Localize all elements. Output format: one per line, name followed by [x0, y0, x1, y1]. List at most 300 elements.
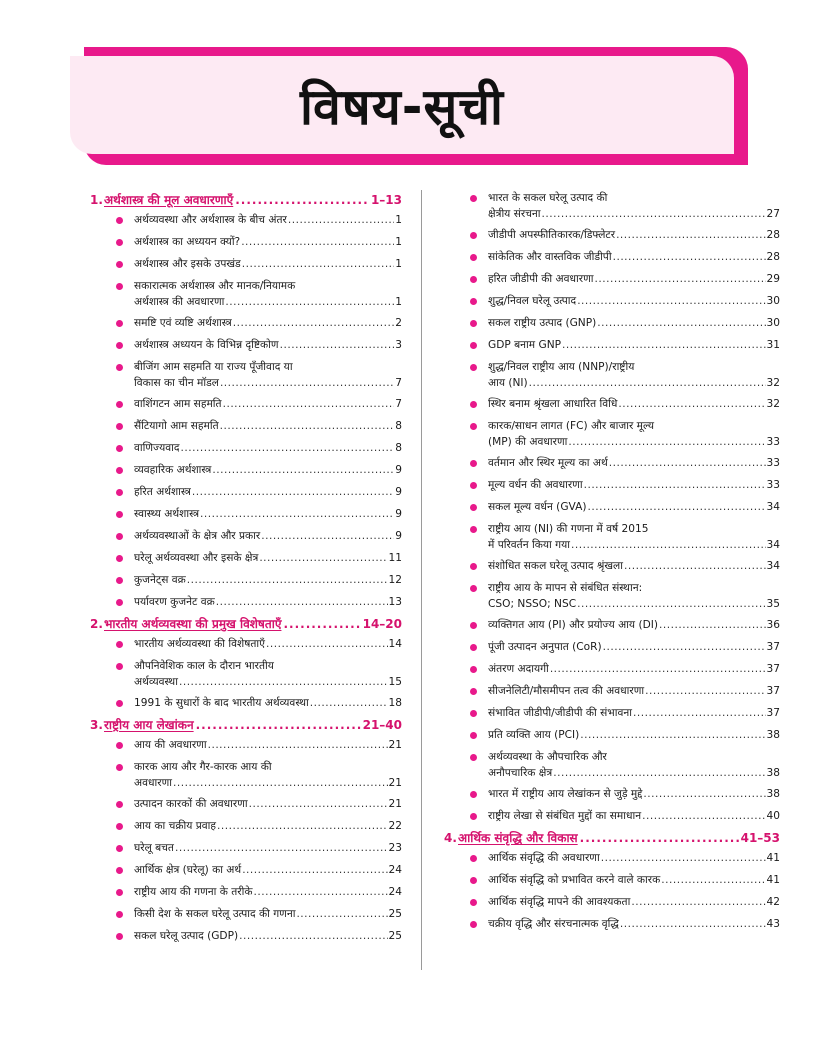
bullet-icon [116, 889, 123, 896]
bullet-icon [116, 823, 123, 830]
bullet-icon [470, 460, 477, 467]
leader-dots [577, 293, 765, 309]
toc-entry[interactable] [444, 271, 780, 287]
bullet-icon [116, 911, 123, 918]
toc-entry[interactable] [90, 484, 402, 500]
leader-dots [175, 840, 388, 856]
bullet-icon [470, 791, 477, 798]
bullet-icon [116, 217, 123, 224]
toc-entry[interactable] [90, 572, 402, 588]
toc-entry[interactable] [444, 499, 780, 515]
toc-entry-line [134, 212, 402, 228]
toc-entry-text: राष्ट्रीय आय की गणना के तरीके [134, 886, 253, 898]
toc-entry-line [488, 727, 780, 743]
toc-entry[interactable] [444, 580, 780, 612]
toc-entry[interactable] [444, 558, 780, 574]
toc-entry-page: 43 [766, 918, 780, 930]
leader-dots [310, 695, 388, 711]
toc-entry-line [134, 484, 402, 500]
toc-entry-text: अर्थव्यवस्था और अर्थशास्त्र के बीच अंतर [134, 214, 287, 226]
toc-entry-text-line1: औपनिवेशिक काल के दौरान भारतीय [134, 660, 274, 672]
toc-entry-text: विकास का चीन मॉडल [134, 377, 219, 389]
toc-entry-page: 9 [395, 508, 402, 520]
leader-dots [259, 550, 387, 566]
toc-entry-page: 9 [395, 464, 402, 476]
toc-entry-page: 34 [766, 560, 780, 572]
toc-entry-page: 22 [388, 820, 402, 832]
toc-entry-page: 34 [766, 539, 780, 551]
toc-entry[interactable] [444, 337, 780, 353]
bullet-icon [116, 342, 123, 349]
toc-entry-page: 24 [388, 864, 402, 876]
bullet-icon [470, 504, 477, 511]
toc-entry-text-line1: शुद्ध/निवल राष्ट्रीय आय (NNP)/राष्ट्रीय [488, 361, 635, 373]
toc-entry-line [488, 537, 780, 553]
toc-entry[interactable] [90, 462, 402, 478]
bullet-icon [116, 700, 123, 707]
toc-entry-page: 21 [388, 777, 402, 789]
toc-entry[interactable] [444, 705, 780, 721]
toc-entry-text: आय (NI) [488, 377, 528, 389]
toc-entry-page: 8 [395, 420, 402, 432]
toc-entry[interactable] [444, 477, 780, 493]
toc-entry-line [488, 315, 780, 331]
toc-entry-line [488, 661, 780, 677]
toc-entry-page: 36 [766, 619, 780, 631]
toc-entry-text: वाणिज्यवाद [134, 442, 180, 454]
toc-entry[interactable] [444, 894, 780, 910]
toc-entry-text: 1991 के सुधारों के बाद भारतीय अर्थव्यवस्था [134, 697, 309, 709]
toc-entry-line [134, 440, 402, 456]
toc-entry-line [488, 894, 780, 910]
leader-dots [192, 484, 394, 500]
bullet-icon [116, 445, 123, 452]
toc-entry-line [134, 528, 402, 544]
chapter-page-range: 21–40 [362, 718, 402, 732]
toc-entry-line [488, 786, 780, 802]
bullet-icon [116, 867, 123, 874]
toc-entry-text: अर्थशास्त्र का अध्ययन क्यों? [134, 236, 241, 248]
bullet-icon [116, 801, 123, 808]
bullet-icon [116, 764, 123, 771]
toc-entry[interactable] [90, 418, 402, 434]
toc-entry[interactable] [444, 639, 780, 655]
toc-entry-text-line1: बीजिंग आम सहमति या राज्य पूँजीवाद या [134, 361, 293, 373]
toc-entry-page: 12 [388, 574, 402, 586]
toc-entry-line [134, 906, 402, 922]
leader-dots [239, 928, 387, 944]
toc-entry-page: 29 [766, 273, 780, 285]
toc-entry-line [134, 737, 402, 753]
toc-entry[interactable] [90, 594, 402, 610]
leader-dots [212, 462, 394, 478]
leader-dots [196, 717, 361, 733]
toc-entry[interactable] [444, 786, 780, 802]
leader-dots [233, 315, 394, 331]
bullet-icon [116, 555, 123, 562]
contents-left-column [90, 190, 402, 950]
bullet-icon [470, 401, 477, 408]
toc-entry[interactable] [90, 528, 402, 544]
toc-entry-text: स्वास्थ्य अर्थशास्त्र [134, 508, 200, 520]
toc-entry[interactable] [444, 521, 780, 553]
leader-dots [217, 818, 388, 834]
toc-entry[interactable] [444, 455, 780, 471]
toc-entry-page: 13 [388, 596, 402, 608]
toc-entry-line [134, 695, 402, 711]
toc-entry[interactable] [444, 359, 780, 391]
toc-entry-text: क्षेत्रीय संरचना [488, 208, 541, 220]
toc-entry-text: सकल राष्ट्रीय उत्पाद (GNP) [488, 317, 597, 329]
toc-entry-page: 33 [766, 457, 780, 469]
toc-entry-line [488, 916, 780, 932]
toc-entry[interactable] [90, 396, 402, 412]
toc-entry-line [488, 639, 780, 655]
toc-entry-line [134, 256, 402, 272]
toc-entry[interactable] [90, 695, 402, 711]
toc-entry-text: व्यक्तिगत आय (PI) और प्रयोज्य आय (DI) [488, 619, 658, 631]
bullet-icon [116, 933, 123, 940]
toc-entry-text: जीडीपी अपस्फीतिकारक/डिफ्लेटर [488, 229, 616, 241]
title-banner [70, 56, 734, 154]
bullet-icon [470, 732, 477, 739]
bullet-icon [116, 261, 123, 268]
toc-entry-text: व्यवहारिक अर्थशास्त्र [134, 464, 212, 476]
toc-entry-page: 8 [395, 442, 402, 454]
leader-dots [601, 850, 766, 866]
toc-entry-text: हरित अर्थशास्त्र [134, 486, 191, 498]
toc-entry-text: अर्थव्यवस्था [134, 676, 178, 688]
leader-dots [242, 862, 387, 878]
leader-dots [253, 884, 387, 900]
toc-entry-line [488, 499, 780, 515]
chapter-title: आर्थिक संवृद्धि और विकास [458, 831, 578, 845]
toc-entry[interactable] [444, 661, 780, 677]
toc-entry[interactable] [90, 278, 402, 310]
bullet-icon [116, 742, 123, 749]
toc-entry[interactable] [90, 256, 402, 272]
toc-entry[interactable] [90, 796, 402, 812]
toc-entry-line [488, 558, 780, 574]
toc-entry[interactable] [444, 850, 780, 866]
toc-entry[interactable] [444, 749, 780, 781]
toc-entry-line [134, 796, 402, 812]
toc-entry-line [134, 506, 402, 522]
leader-dots [659, 617, 766, 633]
chapter-heading[interactable] [90, 192, 402, 208]
toc-entry[interactable] [90, 359, 402, 391]
bullet-icon [116, 845, 123, 852]
toc-entry-page: 38 [766, 729, 780, 741]
toc-entry-text: संशोधित सकल घरेलू उत्पाद श्रृंखला [488, 560, 623, 572]
toc-entry-page: 38 [766, 788, 780, 800]
bullet-icon [116, 511, 123, 518]
bullet-icon [470, 320, 477, 327]
leader-dots [200, 506, 394, 522]
leader-dots [553, 765, 765, 781]
toc-entry[interactable] [90, 658, 402, 690]
leader-dots [223, 396, 395, 412]
bullet-icon [470, 423, 477, 430]
bullet-icon [470, 195, 477, 202]
toc-entry-line [134, 840, 402, 856]
toc-entry-text-line1: भारत के सकल घरेलू उत्पाद की [488, 192, 608, 204]
bullet-icon [116, 239, 123, 246]
leader-dots [283, 616, 360, 632]
toc-entry[interactable] [90, 818, 402, 834]
toc-entry-line [488, 455, 780, 471]
toc-entry-line [134, 375, 402, 391]
bullet-icon [470, 482, 477, 489]
leader-dots [584, 477, 766, 493]
bullet-icon [470, 254, 477, 261]
leader-dots [594, 271, 765, 287]
toc-entry-page: 40 [766, 810, 780, 822]
toc-entry-text: मूल्य वर्धन की अवधारणा [488, 479, 583, 491]
toc-entry-page: 1 [395, 214, 402, 226]
toc-entry-text: अनौपचारिक क्षेत्र [488, 767, 553, 779]
toc-entry-line [134, 862, 402, 878]
toc-entry[interactable] [444, 916, 780, 932]
toc-entry-page: 37 [766, 663, 780, 675]
toc-entry-page: 30 [766, 317, 780, 329]
toc-entry-line [488, 850, 780, 866]
chapter-page-range: 1–13 [370, 193, 402, 207]
leader-dots [562, 337, 765, 353]
toc-entry-text: GDP बनाम GNP [488, 339, 562, 351]
toc-entry-page: 7 [395, 377, 402, 389]
toc-entry-text-line1: राष्ट्रीय आय के मापन से संबंधित संस्थान: [488, 582, 643, 594]
bullet-icon [470, 754, 477, 761]
bullet-icon [470, 622, 477, 629]
chapter-number: 4. [444, 831, 457, 845]
leader-dots [235, 192, 369, 208]
toc-entry[interactable] [90, 840, 402, 856]
leader-dots [241, 234, 394, 250]
toc-entry-text: पर्यावरण कुजनेट वक्र [134, 596, 215, 608]
leader-dots [568, 434, 765, 450]
leader-dots [661, 872, 765, 888]
leader-dots [580, 727, 765, 743]
toc-entry-page: 1 [395, 296, 402, 308]
toc-entry-page: 15 [388, 676, 402, 688]
toc-entry-page: 28 [766, 251, 780, 263]
toc-entry-page: 1 [395, 258, 402, 270]
chapter-title: अर्थशास्त्र की मूल अवधारणाएँ [104, 193, 234, 207]
toc-entry-page: 37 [766, 685, 780, 697]
toc-entry-page: 33 [766, 479, 780, 491]
toc-entry[interactable] [90, 315, 402, 331]
toc-entry-text: घरेलू अर्थव्यवस्था और इसके क्षेत्र [134, 552, 259, 564]
toc-entry-line [134, 884, 402, 900]
toc-entry-text: सांकेतिक और वास्तविक जीडीपी [488, 251, 612, 263]
toc-entry-page: 23 [388, 842, 402, 854]
toc-entry-page: 7 [395, 398, 402, 410]
toc-entry-page: 9 [395, 530, 402, 542]
toc-entry-text: वाशिंगटन आम सहमति [134, 398, 222, 410]
leader-dots [577, 596, 765, 612]
leader-dots [296, 906, 387, 922]
toc-entry-line [134, 462, 402, 478]
toc-entry-text: कुजनेट्स वक्र [134, 574, 186, 586]
leader-dots [173, 775, 388, 791]
toc-entry-page: 33 [766, 436, 780, 448]
toc-entry-text-line1: कारक/साधन लागत (FC) और बाजार मूल्य [488, 420, 654, 432]
toc-entry-page: 1 [395, 236, 402, 248]
toc-entry[interactable] [90, 759, 402, 791]
toc-entry-line [134, 550, 402, 566]
bullet-icon [470, 276, 477, 283]
toc-entry[interactable] [444, 617, 780, 633]
toc-entry-page: 21 [388, 739, 402, 751]
leader-dots [181, 440, 395, 456]
chapter-title: भारतीय अर्थव्यवस्था की प्रमुख विशेषताएँ [104, 617, 282, 631]
toc-entry[interactable] [444, 872, 780, 888]
bullet-icon [470, 666, 477, 673]
toc-entry-text: उत्पादन कारकों की अवधारणा [134, 798, 248, 810]
toc-entry-page: 32 [766, 398, 780, 410]
toc-entry-text: सैंटियागो आम सहमति [134, 420, 219, 432]
toc-entry[interactable] [444, 808, 780, 824]
toc-entry[interactable] [90, 506, 402, 522]
chapter-heading[interactable] [90, 616, 402, 632]
bullet-icon [470, 298, 477, 305]
bullet-icon [470, 877, 477, 884]
bullet-icon [470, 813, 477, 820]
toc-entry-page: 38 [766, 767, 780, 779]
toc-entry[interactable] [444, 727, 780, 743]
toc-entry[interactable] [444, 249, 780, 265]
bullet-icon [470, 526, 477, 533]
toc-entry[interactable] [444, 315, 780, 331]
bullet-icon [116, 401, 123, 408]
toc-entry[interactable] [90, 737, 402, 753]
toc-entry-page: 34 [766, 501, 780, 513]
bullet-icon [116, 489, 123, 496]
toc-entry-page: 32 [766, 377, 780, 389]
toc-entry-text: CSO; NSSO; NSC [488, 598, 577, 610]
toc-entry-line [488, 705, 780, 721]
toc-entry-line [488, 434, 780, 450]
leader-dots [249, 796, 388, 812]
toc-entry[interactable] [90, 862, 402, 878]
chapter-title: राष्ट्रीय आय लेखांकन [104, 718, 194, 732]
toc-entry[interactable] [90, 337, 402, 353]
bullet-icon [470, 710, 477, 717]
toc-entry-line [488, 337, 780, 353]
leader-dots [220, 375, 394, 391]
chapter-heading[interactable] [90, 717, 402, 733]
toc-entry-line [488, 375, 780, 391]
toc-entry-line [134, 818, 402, 834]
toc-entry-page: 27 [766, 208, 780, 220]
toc-entry[interactable] [90, 636, 402, 652]
leader-dots [187, 572, 388, 588]
toc-entry[interactable] [90, 928, 402, 944]
bullet-icon [470, 688, 477, 695]
toc-entry-text: पूंजी उत्पादन अनुपात (CoR) [488, 641, 602, 653]
toc-entry[interactable] [444, 293, 780, 309]
toc-entry-text: आर्थिक क्षेत्र (घरेलू) का अर्थ [134, 864, 242, 876]
toc-entry[interactable] [444, 190, 780, 222]
toc-entry-text: अर्थशास्त्र अध्ययन के विभिन्न दृष्टिकोण [134, 339, 279, 351]
leader-dots [261, 528, 394, 544]
toc-entry-text: राष्ट्रीय लेखा से संबंधित मुद्दों का समाधान [488, 810, 642, 822]
toc-entry[interactable] [444, 396, 780, 412]
chapter-page-range: 41–53 [740, 831, 780, 845]
toc-entry-page: 37 [766, 707, 780, 719]
toc-entry-text: घरेलू बचत [134, 842, 174, 854]
toc-entry-text: चक्रीय वृद्धि और संरचनात्मक वृद्धि [488, 918, 619, 930]
toc-entry[interactable] [90, 234, 402, 250]
toc-entry-text: अवधारणा [134, 777, 172, 789]
toc-entry[interactable] [90, 906, 402, 922]
leader-dots [613, 249, 766, 265]
toc-entry-line [134, 418, 402, 434]
toc-entry-text: संभावित जीडीपी/जीडीपी की संभावना [488, 707, 632, 719]
leader-dots [631, 894, 765, 910]
leader-dots [643, 786, 765, 802]
toc-entry[interactable] [90, 212, 402, 228]
leader-dots [645, 683, 765, 699]
toc-entry[interactable] [90, 884, 402, 900]
leader-dots [620, 916, 766, 932]
toc-entry-page: 25 [388, 908, 402, 920]
bullet-icon [116, 467, 123, 474]
leader-dots [642, 808, 765, 824]
bullet-icon [470, 899, 477, 906]
toc-entry[interactable] [444, 683, 780, 699]
leader-dots [624, 558, 766, 574]
toc-entry-text: अर्थशास्त्र और इसके उपखंड [134, 258, 241, 270]
toc-entry-line [134, 294, 402, 310]
toc-entry[interactable] [444, 418, 780, 450]
chapter-heading[interactable] [444, 830, 780, 846]
toc-entry-line [488, 271, 780, 287]
toc-entry[interactable] [90, 440, 402, 456]
toc-entry-text: किसी देश के सकल घरेलू उत्पाद की गणना [134, 908, 296, 920]
leader-dots [220, 418, 395, 434]
toc-entry-text: हरित जीडीपी की अवधारणा [488, 273, 594, 285]
toc-entry-line [134, 315, 402, 331]
toc-entry-text: आर्थिक संवृद्धि को प्रभावित करने वाले कारक [488, 874, 661, 886]
page-title: विषय-सूची [300, 78, 504, 136]
leader-dots [242, 256, 395, 272]
toc-entry-line [134, 594, 402, 610]
bullet-icon [470, 855, 477, 862]
chapter-page-range: 14–20 [362, 617, 402, 631]
toc-entry-page: 9 [395, 486, 402, 498]
toc-entry-text-line1: राष्ट्रीय आय (NI) की गणना में वर्ष 2015 [488, 523, 649, 535]
toc-entry-page: 28 [766, 229, 780, 241]
toc-entry-page: 25 [388, 930, 402, 942]
toc-entry-page: 2 [395, 317, 402, 329]
toc-entry-text: अंतरण अदायगी [488, 663, 549, 675]
toc-entry-text: शुद्ध/निवल घरेलू उत्पाद [488, 295, 577, 307]
toc-entry-line [134, 928, 402, 944]
leader-dots [587, 499, 765, 515]
toc-entry-page: 41 [766, 874, 780, 886]
toc-entry[interactable] [90, 550, 402, 566]
toc-entry-line [134, 775, 402, 791]
toc-entry-line [134, 674, 402, 690]
toc-entry-line [134, 337, 402, 353]
toc-entry[interactable] [444, 227, 780, 243]
leader-dots [618, 396, 765, 412]
toc-entry-line [134, 234, 402, 250]
bullet-icon [470, 644, 477, 651]
leader-dots [542, 206, 766, 222]
